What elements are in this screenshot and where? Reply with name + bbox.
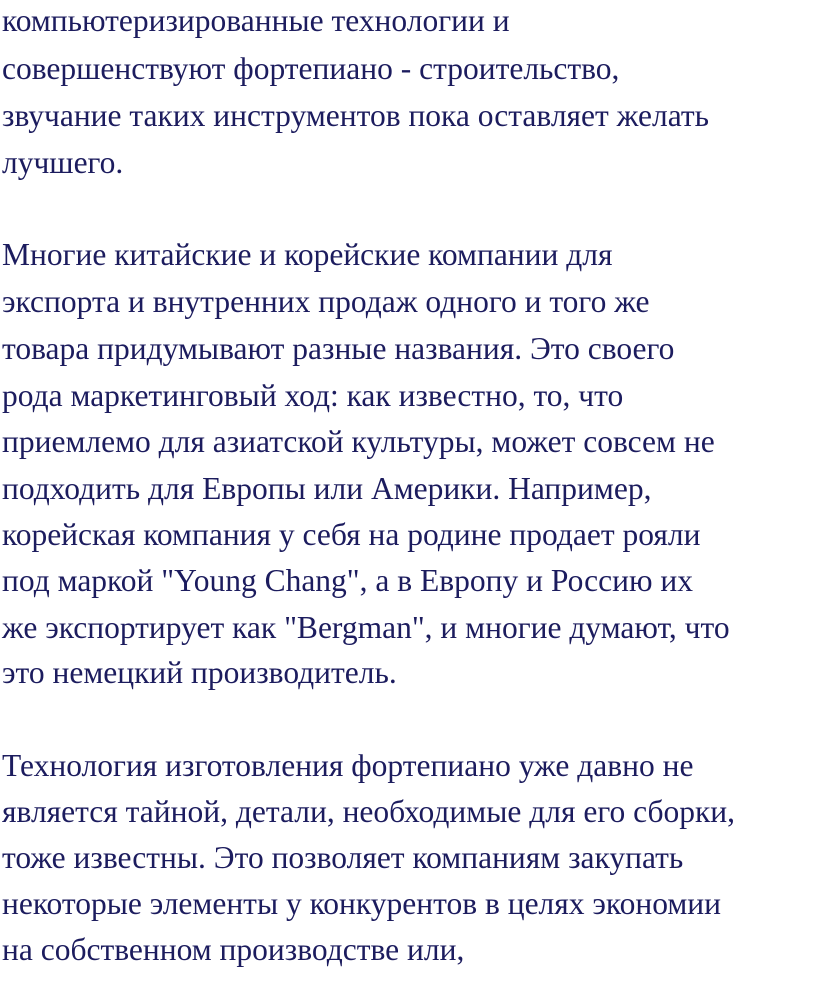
paragraph-2-line-5: приемлемо для азиатской культуры, может совсем не <box>2 424 715 459</box>
paragraph-2-line-6: подходить для Европы или Америки. Например, <box>2 471 652 506</box>
paragraph-3-line-4: некоторые элементы у конкурентов в целях экономии <box>2 886 722 921</box>
paragraph-2-line-4: рода маркетинговый ход: как известно, то, что <box>2 378 624 413</box>
paragraph-2-line-2: экспорта и внутренних продаж одного и того же <box>2 284 650 319</box>
paragraph-2-line-8: под маркой "Young Chang", а в Европу и Россию их <box>2 563 693 598</box>
paragraph-1-line-2: совершенствуют фортепиано - строительство, <box>2 51 620 86</box>
paragraph-3-line-5: на собственном производстве или, <box>2 932 465 967</box>
paragraph-2-line-3: товара придумывают разные названия. Это своего <box>2 331 675 366</box>
paragraph-2-line-7: корейская компания у себя на родине продает рояли <box>2 517 701 552</box>
paragraph-2-line-9: же экспортирует как "Bergman", и многие думают, что <box>2 610 730 645</box>
paragraph-3-line-1: Технология изготовления фортепиано уже давно не <box>2 748 694 783</box>
paragraph-3-line-2: является тайной, детали, необходимые для его сборки, <box>2 794 736 829</box>
paragraph-1-line-1: компьютеризированные технологии и <box>2 3 510 38</box>
paragraph-1-line-3: звучание таких инструментов пока оставляет желать <box>2 98 710 133</box>
paragraph-1-line-4: лучшего. <box>2 145 124 180</box>
paragraph-2-line-1: Многие китайские и корейские компании для <box>2 237 613 272</box>
paragraph-3-line-3: тоже известны. Это позволяет компаниям закупать <box>2 840 684 875</box>
paragraph-2-line-10: это немецкий производитель. <box>2 655 397 690</box>
